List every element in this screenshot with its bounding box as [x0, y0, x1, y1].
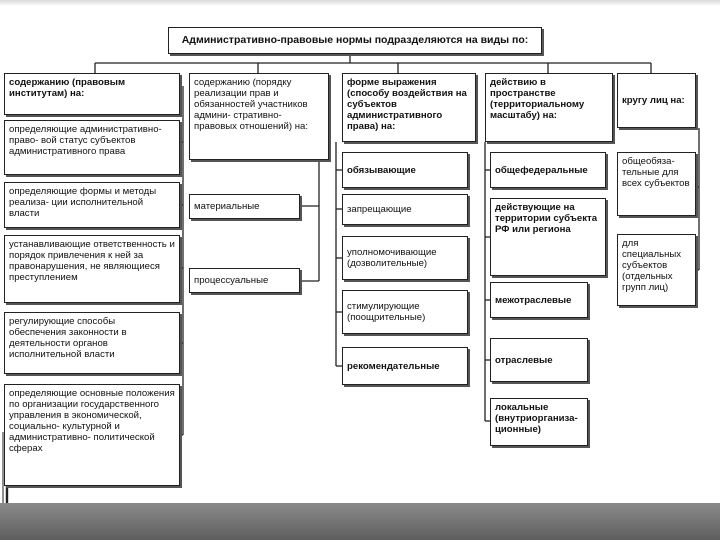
- column-4-item-4: отраслевые: [490, 338, 588, 382]
- column-4-item-1: общефедеральные: [490, 152, 606, 188]
- column-3-item-1: обязывающие: [342, 152, 468, 188]
- column-1-header: содержанию (правовым институтам) на:: [4, 73, 180, 115]
- column-5-item-2: для специальных субъектов (отдельных групп лиц): [617, 234, 696, 306]
- diagram-title: Административно-правовые нормы подразделяются на виды по:: [168, 27, 542, 54]
- column-1-item-2: определяющие формы и методы реализа- ции исполнительной власти: [4, 182, 180, 228]
- column-3-item-4: стимулирующие (поощрительные): [342, 290, 468, 334]
- column-2-item-1: материальные: [189, 194, 300, 219]
- column-2-header: содержанию (порядку реализации прав и обязанностей участников админи- стративно-правовых отношений) на:: [189, 73, 329, 160]
- column-4-item-2: действующие на территории субъекта РФ или региона: [490, 198, 606, 276]
- column-2-item-2: процессуальные: [189, 268, 300, 293]
- column-5-item-1: общеобяза- тельные для всех субъектов: [617, 152, 696, 216]
- bottom-band: [0, 503, 720, 540]
- column-1-item-4: регулирующие способы обеспечения законности в деятельности органов исполнительной власти: [4, 312, 180, 374]
- column-4-header: действию в пространстве (территориальному масштабу) на:: [485, 73, 613, 142]
- column-1-item-5: определяющие основные положения по организации государственного управления в экономической, социально- культурной и административно- политической сферах: [4, 384, 180, 486]
- column-3-item-2: запрещающие: [342, 194, 468, 225]
- column-4-item-5: локальные (внутриорганиза- ционные): [490, 398, 588, 446]
- column-1-item-1: определяющие административно-право- вой статус субъектов административного права: [4, 120, 180, 175]
- column-3-item-3: уполномочивающие (дозволительные): [342, 236, 468, 280]
- column-1-item-3: устанавливающие ответственность и порядок привлечения к ней за правонарушения, не являющиеся преступлением: [4, 235, 180, 303]
- column-5-header: кругу лиц на:: [617, 73, 696, 128]
- column-4-item-3: межотраслевые: [490, 282, 588, 318]
- column-3-header: форме выражения (способу воздействия на субъектов административного права) на:: [342, 73, 476, 142]
- column-3-item-5: рекомендательные: [342, 347, 468, 385]
